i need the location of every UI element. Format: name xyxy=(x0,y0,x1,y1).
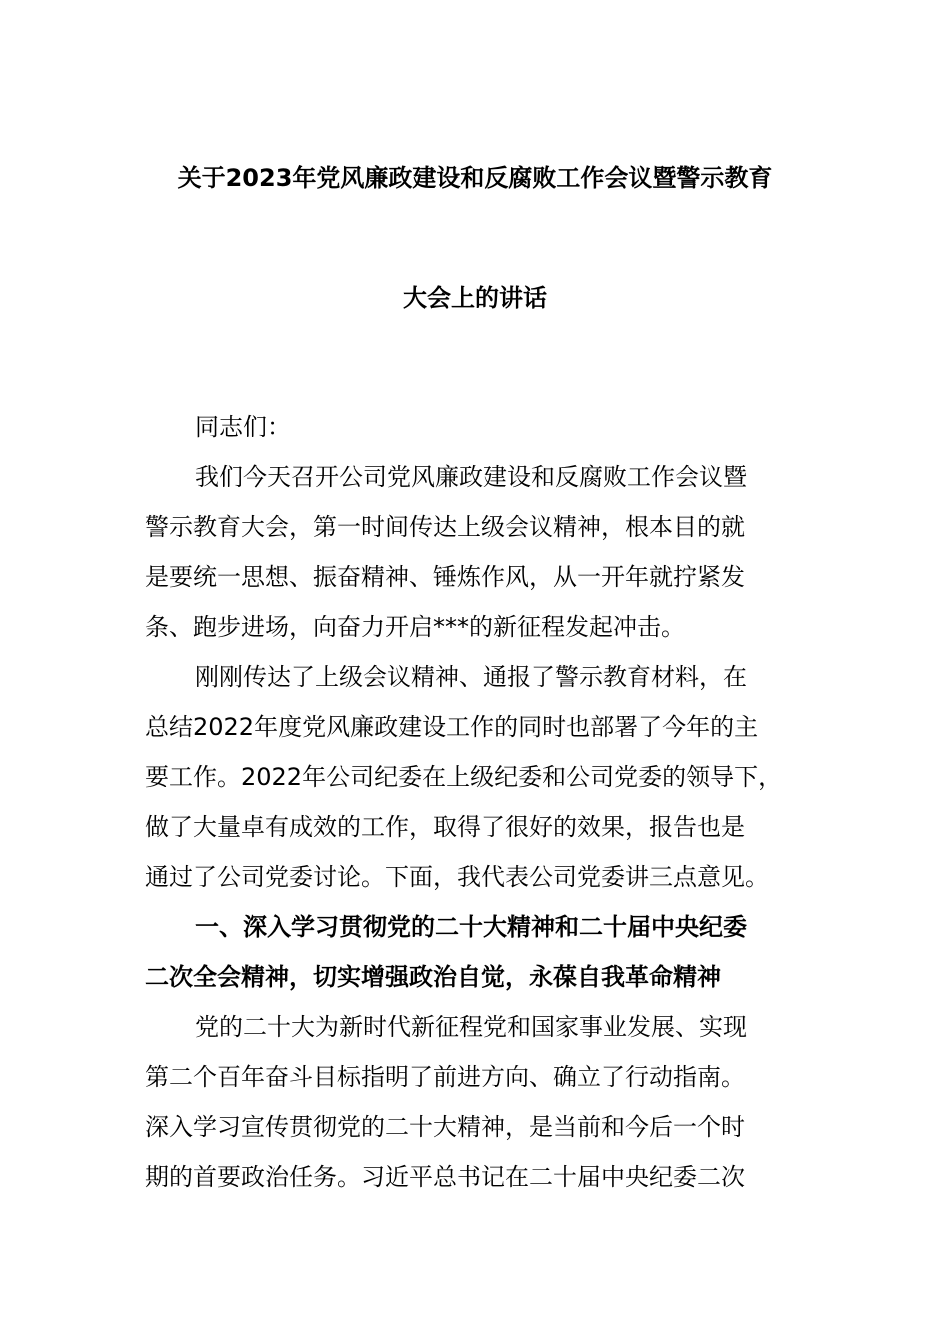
document-body xyxy=(145,402,825,1202)
paragraph-2-line-1: 刚刚传达了上级会议精神、通报了警示教育材料，在 xyxy=(195,663,747,691)
salutation: 同志们： xyxy=(195,413,291,441)
section-heading-line-1: 一、深入学习贯彻党的二十大精神和二十届中央纪委 xyxy=(195,913,747,941)
paragraph-3-line-4: 期的首要政治任务。习近平总书记在二十届中央纪委二次 xyxy=(145,1163,745,1191)
paragraph-1-line-4: 条、跑步进场，向奋力开启***的新征程发起冲击。 xyxy=(145,613,685,641)
paragraph-2-line-3: 要工作。2022年公司纪委在上级纪委和公司党委的领导下， xyxy=(145,763,783,791)
paragraph-2-line-2: 总结2022年度党风廉政建设工作的同时也部署了今年的主 xyxy=(145,713,759,741)
section-heading-line-2: 二次全会精神，切实增强政治自觉，永葆自我革命精神 xyxy=(145,963,721,991)
paragraph-2-line-4: 做了大量卓有成效的工作，取得了很好的效果，报告也是 xyxy=(145,813,745,841)
paragraph-3-line-1: 党的二十大为新时代新征程党和国家事业发展、实现 xyxy=(195,1013,747,1041)
paragraph-3-line-3: 深入学习宣传贯彻党的二十大精神，是当前和今后一个时 xyxy=(145,1113,745,1141)
paragraph-3-line-2: 第二个百年奋斗目标指明了前进方向、确立了行动指南。 xyxy=(145,1063,745,1091)
paragraph-1-line-1: 我们今天召开公司党风廉政建设和反腐败工作会议暨 xyxy=(195,463,747,491)
document-title-line-2: 大会上的讲话 xyxy=(403,284,547,312)
paragraph-1-line-2: 警示教育大会，第一时间传达上级会议精神，根本目的就 xyxy=(145,513,745,541)
document-title-line-1: 关于2023年党风廉政建设和反腐败工作会议暨警示教育 xyxy=(177,164,773,192)
paragraph-2-line-5: 通过了公司党委讨论。下面，我代表公司党委讲三点意见。 xyxy=(145,863,769,891)
paragraph-1-line-3: 是要统一思想、振奋精神、锤炼作风，从一开年就拧紧发 xyxy=(145,563,745,591)
